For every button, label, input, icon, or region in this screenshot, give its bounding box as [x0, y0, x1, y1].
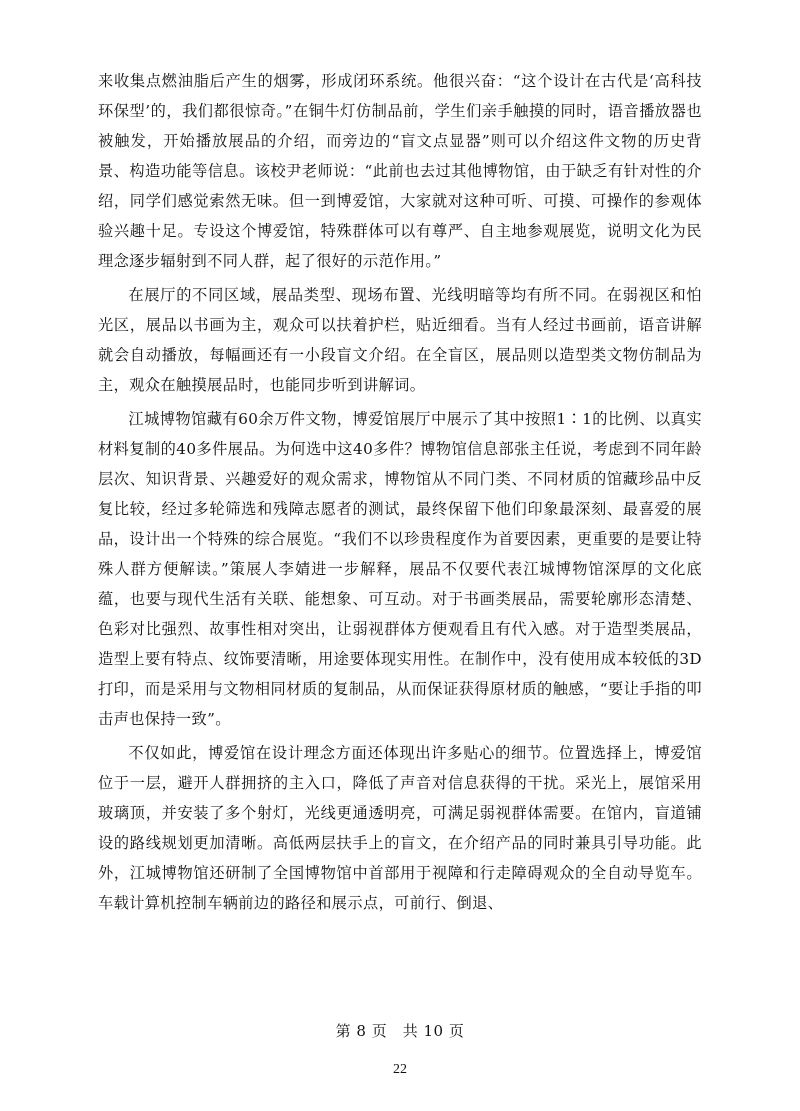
- paragraph-design-details: 不仅如此，博爱馆在设计理念方面还体现出许多贴心的细节。位置选择上，博爱馆位于一层，避开人群拥挤的主入口，降低了声音对信息获得的干扰。采光上，展馆采用玻璃顶，并安装了多个射灯，光线更通透明亮，可满足弱视群体需要。在馆内，盲道铺设的路线规划更加清晰。高低两层扶手上的盲文，在介绍产品的同时兼具引导功能。此外，江城博物馆还研制了全国博物馆中首部用于视障和行走障碍观众的全自动导览车。车载计算机控制车辆前边的路径和展示点，可前行、倒退、: [98, 744, 702, 912]
- paragraph-collection-selection: 江城博物馆藏有60余万件文物，博爱馆展厅中展示了其中按照1∶1的比例、以真实材料复制的40多件展品。为何选中这40多件？博物馆信息部张主任说，考虑到不同年龄层次、知识背景、兴趣爱好的观众需求，博物馆从不同门类、不同材质的馆藏珍品中反复比较，经过多轮筛选和残障志愿者的测试，最终保留下他们印象最深刻、最喜爱的展品，设计出一个特殊的综合展览。“我们不以珍贵程度作为首要因素，更重要的是要让特殊人群方便解读。”策展人李婧进一步解释，展品不仅要代表江城博物馆深厚的文化底蕴，也要与现代生活有关联、能想象、可互动。对于书画类展品，需要轮廓形态清楚、色彩对比强烈、故事性相对突出，让弱视群体方便观看且有代入感。对于造型类展品，造型上要有特点、纹饰要清晰，用途要体现实用性。在制作中，没有使用成本较低的3D打印，而是采用与文物相同材质的复制品，从而保证获得原材质的触感，“要让手指的叩击声也保持一致”。: [98, 410, 702, 728]
- article-body: [98, 66, 702, 922]
- paragraph-exhibit-zones: 在展厅的不同区域，展品类型、现场布置、光线明暗等均有所不同。在弱视区和怕光区，展品以书画为主，观众可以扶着护栏，贴近细看。当有人经过书画前，语音讲解就会自动播放，每幅画还有一小段盲文介绍。在全盲区，展品则以造型类文物仿制品为主，观众在触摸展品时，也能同步听到讲解词。: [98, 286, 702, 394]
- page-info-footer: 第 8 页 共 10 页: [335, 1022, 465, 1040]
- page-number: 22: [393, 1062, 407, 1077]
- paragraph-continued: 来收集点燃油脂后产生的烟雾，形成闭环系统。他很兴奋：“这个设计在古代是‘高科技环保型’的，我们都很惊奇。”在铜牛灯仿制品前，学生们亲手触摸的同时，语音播放器也被触发，开始播放展品的介绍，而旁边的“盲文点显器”则可以介绍这件文物的历史背景、构造功能等信息。该校尹老师说：“此前也去过其他博物馆，由于缺乏有针对性的介绍，同学们感觉索然无味。但一到博爱馆，大家就对这种可听、可摸、可操作的参观体验兴趣十足。专设这个博爱馆，特殊群体可以有尊严、自主地参观展览，说明文化为民理念逐步辐射到不同人群，起了很好的示范作用。”: [98, 72, 702, 270]
